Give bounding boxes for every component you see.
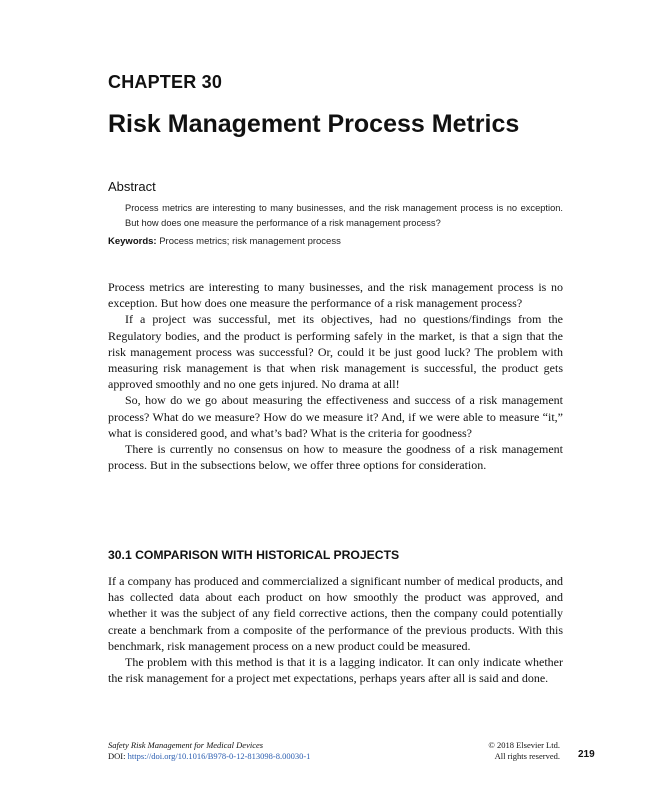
doi-line — [108, 751, 310, 762]
chapter-label: CHAPTER 30 — [108, 72, 223, 92]
body-paragraph: There is currently no consensus on how to measure the goodness of a risk management process. But in the subsections below, we offer three options for consideration. — [108, 442, 563, 473]
section-body — [108, 573, 563, 686]
body-paragraph: So, how do we go about measuring the effectiveness and success of a risk management process? What do we measure? How do we measure it? And, if we were able to measure “it,” what is considered good, and what’s bad? What is the criteria for goodness? — [108, 393, 563, 440]
chapter-title: Risk Management Process Metrics — [108, 110, 520, 138]
keywords-label: Keywords: — [108, 236, 157, 247]
footer-copyright — [488, 740, 560, 762]
keywords-value: Process metrics; risk management process — [159, 236, 341, 247]
doi-label: DOI: — [108, 751, 126, 761]
body-paragraph: If a project was successful, met its objectives, had no questions/findings from the Regulatory bodies, and the product is performing safely in the market, is that a sign that the risk management process was successful? Or, could it be just good luck? The problem with measuring risk management is that when risk management is successful, the product gets approved smoothly and no one gets injured. No drama at all! — [108, 312, 563, 392]
footer-citation — [108, 740, 310, 762]
book-title: Safety Risk Management for Medical Devices — [108, 740, 264, 750]
intro-section — [108, 279, 563, 473]
page-number: 219 — [578, 749, 595, 760]
body-paragraph: The problem with this method is that it is a lagging indicator. It can only indicate whether the risk management for a project met expectations, perhaps years after all is said and done. — [108, 655, 563, 686]
abstract-text: Process metrics are interesting to many businesses, and the risk management process is no exception. But how does one measure the performance of a risk management process? — [125, 203, 563, 228]
doi-link[interactable]: https://doi.org/10.1016/B978-0-12-813098-8.00030-1 — [127, 751, 311, 761]
keywords-line — [108, 236, 341, 247]
copyright-text: © 2018 Elsevier Ltd. — [488, 740, 560, 750]
rights-text: All rights reserved. — [494, 751, 560, 761]
body-paragraph: Process metrics are interesting to many businesses, and the risk management process is no exception. But how does one measure the performance of a risk management process? — [108, 280, 563, 311]
body-paragraph: If a company has produced and commercialized a significant number of medical products, and has collected data about each product on how smoothly the product was approved, and whether it was the subject of any field corrective actions, then the company could potentially create a benchmark from a composite of the performance of the previous products. With this benchmark, risk management process on a new product could be measured. — [108, 574, 563, 653]
abstract-heading: Abstract — [108, 179, 156, 194]
section-heading: 30.1 COMPARISON WITH HISTORICAL PROJECTS — [108, 548, 400, 562]
